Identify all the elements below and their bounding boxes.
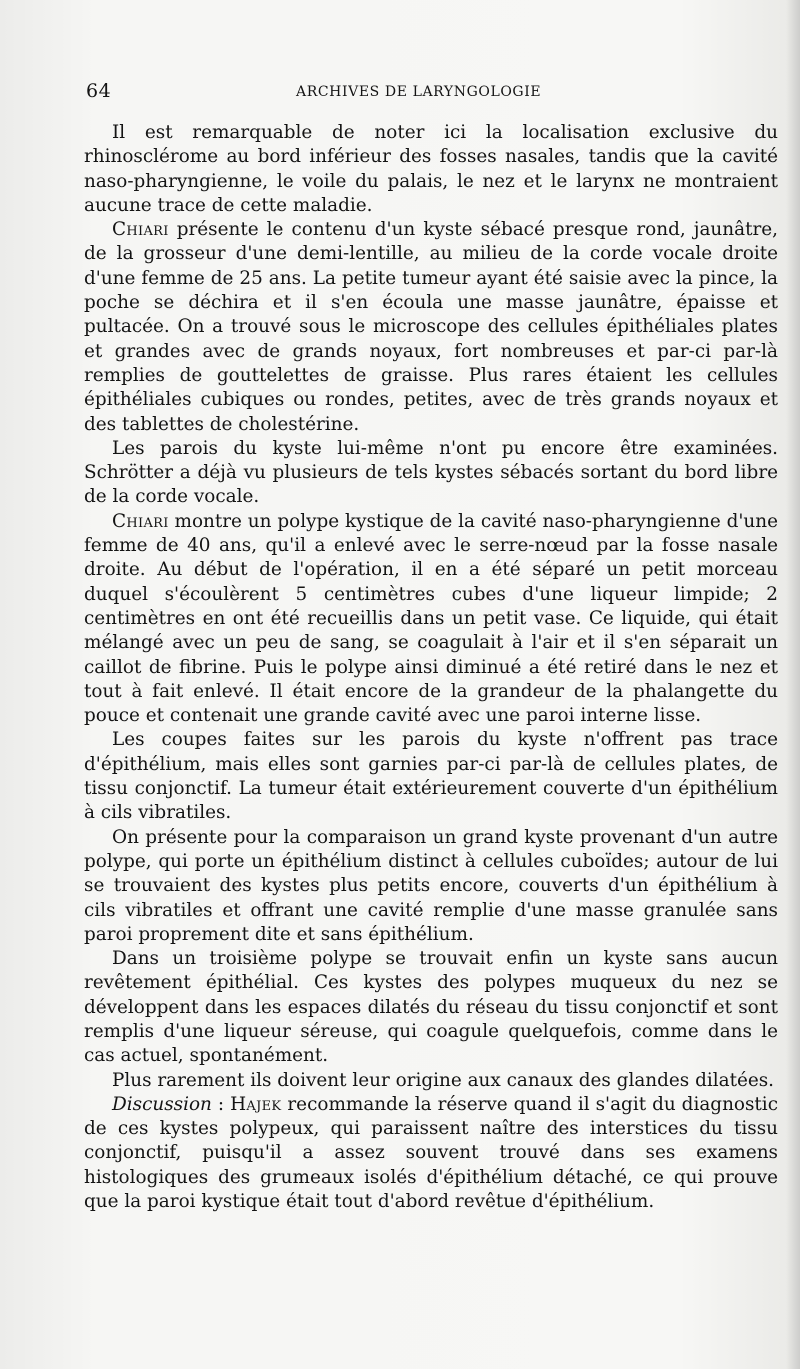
paragraph-text: Dans un troisième polype se trouvait enfin un kyste sans aucun revêtement épithélial. Ces kystes des polypes muqueux du nez se développent dans les espaces dilatés du réseau du tissu conjonctif et sont remplis d'une liqueur séreuse, qui coagule quelquefois, comme dans le cas actuel, spontanément. — [84, 948, 778, 1067]
discussion-label: Discussion — [112, 1093, 212, 1115]
paragraph-chiari-sebaceous-cyst — [84, 218, 778, 437]
page-number: 64 — [86, 80, 112, 102]
paragraph-comparison — [84, 826, 778, 947]
paragraph-text: présente le contenu d'un kyste sébacé presque rond, jaunâtre, de la grosseur d'une demi-lentille, au milieu de la corde vocale droite d'une femme de 25 ans. La petite tumeur ayant été saisie avec la pince, la poche se déchira et il s'en écoula une masse jaunâtre, épaisse et pultacée. On a trouvé sous le microscope des cellules épithéliales plates et grandes avec de grands noyaux, fort nombreuses et par-ci par-là remplies de gouttelettes de graisse. Plus rares étaient les cellules épithéliales cubiques ou rondes, petites, avec de très grands noyaux et des tablettes de cholestérine. — [84, 219, 778, 435]
page-header — [86, 80, 770, 110]
paragraph-gland-origin — [84, 1069, 778, 1093]
paragraph-chiari-cystic-polyp — [84, 510, 778, 729]
author-name: Chiari — [112, 219, 169, 241]
paragraph-text: Les coupes faites sur les parois du kyste n'offrent pas trace d'épithélium, mais elles sont garnies par-ci par-là de cellules plates, de tissu conjonctif. La tumeur était extérieurement couverte d'un épithélium à cils vibratiles. — [84, 729, 778, 824]
paragraph-text: recommande la réserve quand il s'agit du diagnostic de ces kystes polypeux, qui paraissent naître des interstices du tissu conjonctif, puisqu'il a assez souvent trouvé dans ses examens histologiques des grumeaux isolés d'épithélium détaché, ce qui prouve que la paroi kystique était tout d'abord revêtue d'épithélium. — [84, 1093, 778, 1213]
paragraph-rhinoscleroma — [84, 121, 778, 218]
paragraph-text: On présente pour la comparaison un grand kyste provenant d'un autre polype, qui porte un épithélium distinct à cellules cuboïdes; autour de lui se trouvaient des kystes plus petits encore, couverts d'un épithélium à cils vibratiles et offrant une cavité remplie d'une masse granulée sans paroi proprement dite et sans épithélium. — [84, 826, 778, 945]
paragraph-text: Il est remarquable de noter ici la localisation exclusive du rhinosclérome au bord inférieur des fosses nasales, tandis que la cavité naso-pharyngienne, le voile du palais, le nez et le larynx ne montraient aucune trace de cette maladie. — [84, 122, 778, 216]
paragraph-text: Les parois du kyste lui-même n'ont pu encore être examinées. Schrötter a déjà vu plusieurs de tels kystes sébacés sortant du bord libre de la corde vocale. — [84, 437, 778, 508]
paragraph-discussion — [84, 1093, 778, 1214]
discussion-separator: : — [211, 1093, 231, 1115]
paragraph-cyst-walls — [84, 437, 778, 510]
author-name: Chiari — [112, 510, 169, 532]
author-name: Hajek — [230, 1093, 282, 1115]
paragraph-cyst-sections — [84, 728, 778, 825]
page-edge-shadow — [786, 0, 800, 1369]
running-title: ARCHIVES DE LARYNGOLOGIE — [296, 84, 542, 100]
paragraph-third-polyp — [84, 947, 778, 1068]
paragraph-text: montre un polype kystique de la cavité naso-pharyngienne d'une femme de 40 ans, qu'il a enlevé avec le serre-nœud par la fosse nasale droite. Au début de l'opération, il en a été séparé un petit morceau duquel s'écoulèrent 5 centimètres cubes d'une liqueur limpide; 2 centimètres en ont été recueillis dans un petit vase. Ce liquide, qui était mélangé avec un peu de sang, se coagulait à l'air et il s'en séparait un caillot de fibrine. Puis le polype ainsi diminué a été retiré dans le nez et tout à fait enlevé. Il était encore de la grandeur de la phalangette du pouce et contenait une grande cavité avec une paroi interne lisse. — [84, 510, 778, 727]
paragraph-text: Plus rarement ils doivent leur origine aux canaux des glandes dilatées. — [112, 1069, 775, 1091]
body-text — [84, 121, 778, 1214]
